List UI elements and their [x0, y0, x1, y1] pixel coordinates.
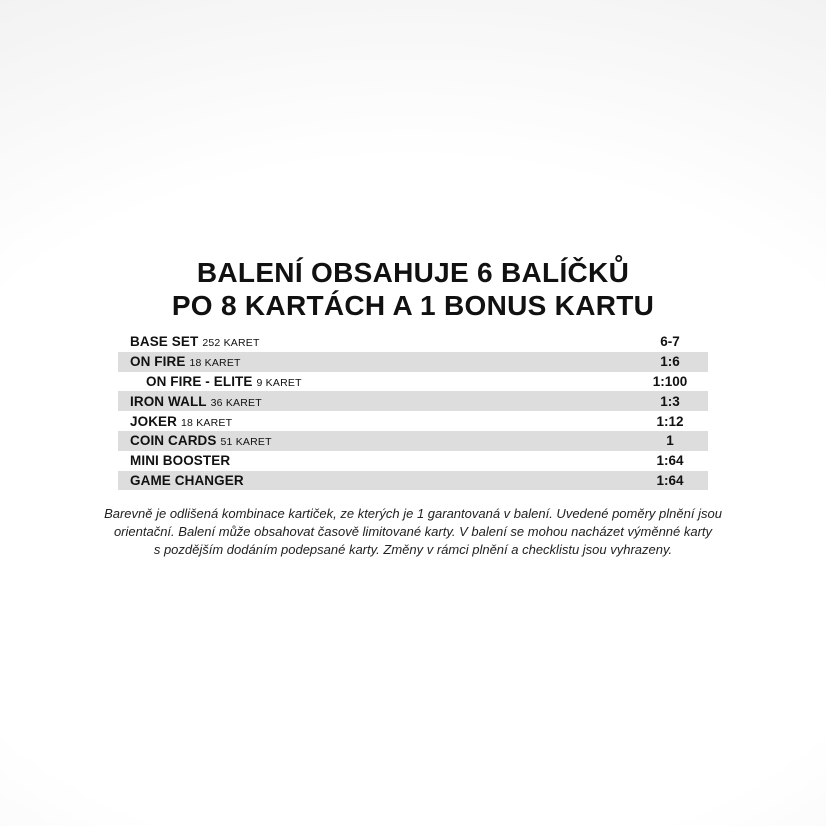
row-ratio: 1:3 [660, 393, 680, 409]
title-line-1: BALENÍ OBSAHUJE 6 BALÍČKŮ [196, 257, 630, 288]
table-row [118, 431, 708, 451]
row-count: 36 KARET [210, 396, 262, 409]
page-title [0, 256, 826, 322]
row-count: 252 KARET [202, 337, 260, 350]
row-name: JOKER [130, 413, 178, 429]
table-row [118, 391, 708, 411]
row-count: 9 KARET [256, 376, 302, 389]
row-name: ON FIRE - ELITE [146, 373, 253, 389]
row-ratio: 6-7 [660, 334, 680, 350]
disclaimer-note [40, 505, 786, 559]
row-ratio: 1:64 [656, 453, 684, 469]
row-name: GAME CHANGER [130, 472, 244, 488]
row-name: BASE SET [130, 334, 199, 350]
row-ratio: 1 [666, 433, 674, 449]
note-line-1: Barevně je odlišená kombinace kartiček, ze kterých je 1 garantovaná v balení. Uvedené poměry plnění jsou [104, 506, 722, 521]
row-ratio: 1:6 [660, 354, 680, 370]
row-ratio: 1:100 [652, 373, 688, 389]
row-count: 18 KARET [181, 416, 233, 429]
table-row [118, 372, 708, 392]
table-row [118, 332, 708, 352]
row-name: MINI BOOSTER [130, 453, 231, 469]
row-count: 51 KARET [220, 436, 272, 449]
table-row [118, 451, 708, 471]
row-name: IRON WALL [130, 393, 207, 409]
row-name: ON FIRE [130, 354, 186, 370]
title-line-2: PO 8 KARTÁCH A 1 BONUS KARTU [171, 290, 655, 321]
note-line-2: orientační. Balení může obsahovat časově limitované karty. V balení se mohou nacházet výměnné karty [113, 524, 713, 539]
row-ratio: 1:12 [656, 413, 684, 429]
note-line-3: s pozdějším dodáním podepsané karty. Změny v rámci plnění a checklistu jsou vyhrazeny. [153, 542, 673, 557]
odds-table [118, 332, 708, 490]
row-ratio: 1:64 [656, 472, 684, 488]
table-row [118, 411, 708, 431]
table-row [118, 471, 708, 491]
table-row [118, 352, 708, 372]
row-count: 18 KARET [189, 357, 241, 370]
row-name: COIN CARDS [130, 433, 217, 449]
